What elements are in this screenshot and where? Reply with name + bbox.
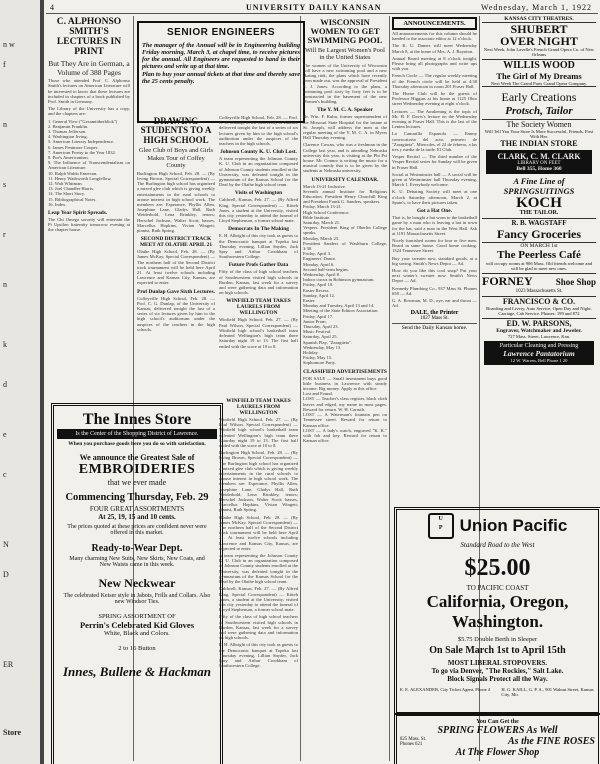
olathe-head: SECOND DISTRICT TRACK MEET AT OLATHE APRIL 21 (139, 236, 213, 249)
smith-headline: C. ALPHONSO SMITH'S LECTURES IN PRINT (56, 17, 122, 57)
shoe-shop: Shoe Shop (555, 276, 596, 287)
announcement: Lectures — The Awakening is the topic of Mr. H. F. Davis's lecture on the Wednesday evening at Fraser Hall. This is the last of the Lenten lectures. (392, 108, 477, 130)
peerless-text: will occupy rooms at 906 Mass. Old friends welcome and will be glad to meet new ones. (485, 261, 593, 271)
innes-prices: At 25, 19, 15 and 10 cents. (98, 513, 176, 521)
announcement: Vesper Recital — The third number of the Vesper Recital series for Sunday will be given in Fraser Hall. (392, 154, 477, 170)
gutter-text: n w (3, 40, 15, 49)
union-agent-2: H. G. KAILL, G. P. A., 901 Walnut Street, Kansas City, Mo. (501, 687, 594, 697)
parsons-line: Engraver, Watchmaker and Jeweler. (496, 328, 582, 334)
willis-show: The Girl of My Dreams (496, 71, 582, 81)
chapter-item: 16. Index. (48, 201, 67, 207)
chapter-item: 1. General View ("Gesamtüberblick") (48, 118, 118, 124)
calendar-item: Spanish Play, "Zaragüeta". (303, 339, 353, 345)
column-2-lower (219, 395, 298, 760)
calendar-item: Wednesday, April 8. (303, 272, 341, 278)
innes-rtw: Ready-to-Wear Dept. (91, 543, 183, 554)
calendar-item: March 13-21 Inclusive. (303, 183, 346, 189)
gutter-text: D (3, 570, 9, 579)
visits-head: Visits of Washington (234, 190, 283, 197)
fancy-groceries: Fancy Groceries (496, 227, 582, 241)
announcement: La Camarilla Espanola — Emmy convocatoria del acto, primero de "Zaragüeta", Miercoles, el 22 de febrero, a las tres y media de la tarde. El Club. (392, 131, 477, 153)
calendar-item: Meeting of the State Editors Association. (303, 308, 379, 314)
gutter-text: ER (3, 660, 14, 669)
column-2b (219, 115, 298, 390)
chapter-item: 6. James Fenimore Cooper. (48, 144, 99, 150)
calendar-item: Monday, March 23. (303, 235, 340, 241)
column-rule (300, 16, 301, 761)
announcement: All announcements for this column should be handed to the associate editor at 12 o'clock. (392, 31, 477, 42)
wisconsin-headline: WISCONSIN WOMEN TO GET SWIMMING POOL (307, 17, 383, 45)
cowan-body: Clarence Cowan, who was a freshman in the College last year, and is attending Nebraska university this year, is visiting at the Phi Psi house. Mr. Connor is writing the music for a musical comedy that is to be given by the students at Nebraska university. (303, 142, 387, 174)
calendar-item: Monday, April 6. (303, 261, 335, 267)
column-3 (303, 16, 387, 761)
classified-item: LOST — Teacher's class register, black cloth leaves and edged, my name in most pages. Reward for return. W. H. Carruth. (303, 396, 387, 412)
union-price: $25.00 (464, 555, 531, 581)
calendar-item: Music Festival. (303, 329, 332, 335)
calendar-item: Holiday. (303, 350, 319, 356)
gutter-text: r (3, 230, 6, 239)
leap-year-head: Leap Year Spirit Spreads. (48, 210, 108, 216)
ymca-body: Dr. Wm. F. Kuhn, former superintendent of the Missouri State Hospital for the insane at St. Joseph, will address the men at the regular meeting of the Y. M. C. A. in Myers Hall Thursday evening. (303, 114, 387, 141)
innes-rtw-text: Many charming New Suits, New Skirts, New Coats, and New Waists came in this week. (69, 556, 205, 568)
innes-embroideries: EMBROIDERIES (78, 462, 196, 477)
classified-item: LOST — A lady's watch, engraved "K. K." with fob and key. Reward for return to Kansan office. (303, 427, 387, 444)
democrats-head: Democrats In The Making (228, 226, 289, 233)
calendar-item: Friday, April 17. (303, 313, 334, 319)
francisco: FRANCISCO & CO. (482, 296, 596, 306)
union-stop2: MOST LIBERAL STOPOVERS. (447, 659, 548, 667)
visits-body: Caldwell, Kansas, Feb. 27. — (By Alfred King, Special Correspondent) — Kitteh Jones, a student at the University, visited this city yesterday to attend the funeral of Lloyd Stephenson, a former school mate. (219, 197, 298, 224)
flower-lead: You Can Get the (476, 719, 519, 725)
pantatorium-ad (484, 341, 594, 365)
chapter-item: 7. American Poetry to the Year 1832. (48, 149, 117, 155)
announcement: Nicely furnished rooms for four or five men. Board in same house. Good home cooking. 1324 Tennessee Street. (392, 237, 477, 254)
winfield-head: WINFIELD TEAM TAKES LAURELS FROM WELLINGTON (226, 298, 291, 317)
senior-engineers-notice (137, 21, 305, 123)
democrats-body-2: E. H. Albright of this city took as guests to the Democratic banquet at Topeka last Thursday evening, Lillian Snyder, Jack Spry and Arthur Crookham of Southwestern College. (219, 642, 298, 669)
drawing-subhead: Glee Club of Boys and Girls Makes Tour of Coffey County (138, 147, 214, 170)
dunlap-body-cont: Coffeyville High School, Feb. 28. — Prof. C. G. Dunlap, of the University of Kansas, delivered tonight the last of a series of six lectures given by him to the high school's auditorium under the auspices of the teachers in the high schools. (219, 115, 298, 147)
calendar-item: Sunday, April 12. (303, 292, 336, 298)
gutter-text: s (3, 180, 7, 189)
calendar-list (303, 184, 387, 366)
chapter-item: 8. Poe's Americanism. (48, 154, 89, 160)
smith-subhead: But They Are in German, a Volume of 388 Pages (48, 58, 130, 77)
chapter-item: 14. The Short Story. (48, 191, 86, 197)
innes-tagline2: When you purchase goods here you do so with satisfaction. (68, 441, 206, 447)
profs-head: Future Profs Gather Data (228, 262, 289, 269)
innes-gloves-head: SPRING ASSORTMENT OF (98, 613, 176, 620)
dale-printer: DALE, the Printer (410, 310, 459, 317)
profs-body: Fifty of the class of high school teachers of Southwestern visited high schools in Burden, Kansas, last week for a survey and were gathering data and information on high schools. (219, 269, 298, 296)
announcement: French Circle — The regular weekly meeting of the French circle will be held at 4:30 Thursday afternoon in room 201 Fraser Hall. (392, 73, 477, 89)
shubert-show: OVER NIGHT (500, 34, 578, 48)
wisconsin-body: The women of the University of Wisconsin will have a new swimming pool and a new skating rink, the plans which have recently been made out, was the approval of President E. J. Jones. According to the plans, a swimming pool sixty by forty feet is to be constructed in the basement of the new Women's building. (303, 62, 387, 105)
calendar-item: Monday and Tuesday, April 13 and 14. (303, 303, 375, 309)
innes-store-ad (51, 403, 223, 764)
gutter-text: n (3, 120, 7, 129)
gutter-text: c (3, 470, 7, 479)
calendar-item: Easter Recess. (303, 287, 330, 293)
classified-item: LOST — A Waterman's fountain pen on Tennessee street. Reward for return to Kansan office. (303, 412, 387, 428)
chapter-item: 5. American Literary Independence. (48, 139, 115, 145)
column-rule (389, 16, 390, 761)
flower-shop-ad (394, 713, 600, 764)
announcements-head: ANNOUNCEMENTS. (392, 17, 477, 30)
gutter-text: Store (3, 728, 22, 737)
classified-list (303, 376, 387, 444)
olathe-body: Olathe High School, Feb. 28. — (By James McKay, Special Correspondent) — The northern half of the Second District track tournament will be held here April 21. At least twelve schools including Lawrence and Kansas City, Kansas, are expected to enter. (137, 249, 215, 286)
olathe-body-2: Olathe High School, Feb. 28. — (By James McKay, Special Correspondent) — The northern half of the Second District track tournament will be held here April 21. At least twelve schools including Lawrence and Kansas City, Kansas, are expected to enter. (219, 514, 298, 551)
willis-next: Next Week The Grand Paris Grand Opera Company. (482, 81, 596, 87)
calendar-item: Vespers. President King of Oberlin College speaks. (303, 225, 387, 236)
calendar-item: High School Conference. (303, 209, 350, 215)
innes-tagline: Is the Center of the Shopping District of Lawrence. (57, 429, 217, 439)
senior-title: SENIOR ENGINEERS (166, 27, 276, 38)
union-pacific-shield-icon: U P (428, 513, 454, 539)
calendar-item: Friday, March 13-21. (303, 204, 342, 210)
page-number: 4 (50, 3, 55, 12)
masthead (46, 3, 598, 14)
drawing-headline: DRAWING STUDENTS TO A HIGH SCHOOL (140, 116, 212, 145)
profs-body-2: Fifty of the class of high school teachers of Southwestern visited high schools in Burden, Kansas, last week for a survey and were gathering data and information on high schools. (219, 614, 298, 641)
winfield-body-2: Winfield High School, Feb. 27. — (By Paul Wilson, Special Correspondent) — Winfield high school's basketball team defeated Wellington's high team there Saturday night 19 to 13. The first half ended with the score at 10 to 8. (219, 417, 298, 449)
flower-address: 825 Mass. St. Phones 621 (400, 736, 427, 747)
leap-year-body: The Chi Omega sorority will entertain the Pi Upsilon fraternity tomorrow evening at the chapter house. (48, 217, 130, 233)
chapter-item: 15. Bibliographical Notes. (48, 196, 97, 202)
calendar-item: Thursday, April 23. (303, 324, 339, 330)
wisconsin-subhead: Will Be Largest Women's Pool in the United States (305, 46, 385, 62)
announcement: G. A. Bowman, M. D., eye, ear and throat — Ad. (392, 297, 477, 309)
chapter-item: 11. Henry Wadsworth Longfellow. (48, 175, 112, 181)
innes-neckwear: New Neckwear (98, 576, 176, 590)
senior-strong: Plan to buy your annual tickets at that time and thereby save the 25 cents penalty. (142, 70, 300, 85)
visits-body-2: Caldwell, Kansas, Feb. 27. — (By Alfred King, Special Correspondent) — Kitteh Jones, a student at the University, visited this city yesterday to attend the funeral of Lloyd Stephenson, a former school mate. (219, 586, 298, 613)
classified-head: CLASSIFIED ADVERTISEMENTS (303, 368, 387, 375)
dunlap-body: Coffeyville High School, Feb. 28. — Prof. C. G. Dunlap, of the University of Kansas, delivered tonight the last of a series of six lectures given by him to the high school's auditorium under the auspices of the teachers in the high schools. (137, 295, 215, 332)
announcement: The K. U. Dames will meet Wednesday March 8, at the home of Mrs. A. J. Boynton. (392, 43, 477, 54)
gutter-text: f (3, 60, 6, 69)
innes-note: The prices quoted at these prices are confident never were offered in this market. (67, 524, 207, 536)
willis-wood: WILLIS WOOD (482, 59, 596, 71)
union-pacific-ad (394, 507, 600, 715)
union-agent-1: E. E. ALEXANDER, City Ticket Agent, Phone 4 (400, 687, 491, 692)
chapter-item: 3. Thomas Jefferson. (48, 128, 87, 134)
protsch-tailor: Protsch, Tailor (505, 105, 573, 117)
chapter-item: 13. Joel Chandler Harris. (48, 186, 95, 192)
smith-list-title: The Library of the University has a copy, and the chapters are: (48, 106, 130, 117)
newspaper-title: UNIVERSITY DAILY KANSAN (246, 3, 382, 12)
calendar-item: Saturday, April 25. (303, 334, 338, 340)
innes-announce: We announce the Greatest Sale of (79, 453, 195, 462)
innes-gloves: Perrin's Celebrated Kid Gloves (79, 620, 195, 630)
pantatorium-lead: Particular Cleaning and Pressing (499, 343, 579, 349)
union-pacific-title: Union Pacific (459, 516, 568, 535)
parsons-address: 727 Mass. Street, Lawrence, Kan. (507, 334, 571, 339)
calendar-item: Friday, April 3. (303, 251, 332, 257)
chapter-item: 12. Walt Whitman. (48, 180, 83, 186)
innes-ever: that we ever made (107, 478, 167, 487)
issue-date: Wednesday, March 1, 1922 (480, 3, 592, 12)
ymca-head: The Y. M. C. A. Speaker (317, 107, 373, 114)
clark-line: LIBRARY ON FEET (517, 161, 561, 166)
gutter-text: N (3, 540, 9, 549)
koch: KOCH (516, 195, 562, 211)
francisco-text: Boarding and Livery, Auto Service, Open Day and Night. Carriage, Cab Service. Phones: 199 and 872 (486, 306, 592, 316)
classified-item: FOR SALE — Small investment buys good little business in Lawrence with steady income. Big money. Apply at this office. (303, 375, 387, 392)
drawing-body-2: Burlington High School, Feb. 28. — (By Irving Brown, Special Correspondent) — The Burlington high school has organized a mixed glee club which is giving weekly entertainments in the rural schools to arouse interest in high school work. The members are: Esperance, Phyllis Allen, Josephine Lane, Gladys Hall, Ruth Weiderhold, Lena Brinkley, tenors; Herschel Jackson, Walter Scott; basses, Marcellus Hopkins, Vivian Wingett; pianist, Ruth Spring. (219, 450, 298, 513)
classified-item: Lost and Found. (303, 391, 333, 397)
announcement: Annual Board meeting at 8 o'clock tonight. Please bring all photographs and write ups with you. (392, 55, 477, 72)
clark-name: CLARK, C. M. CLARK (497, 152, 581, 161)
senior-text: The manager of the Annual will be in Engineering building Friday morning, March 3, at chapel time, to receive pictures for the annual. All Engineers are requested to hand in their pictures and write up at that time. (142, 41, 300, 70)
union-to: TO PACIFIC COAST (466, 584, 529, 592)
early-creations: Early Creations (501, 90, 577, 104)
innes-gloves-price: 2 to 16 Button (118, 645, 156, 652)
announcement: Kennedy Plumbing Co., 937 Mass St. Phones 658 — Ad. (392, 285, 477, 296)
calendar-item: Easter. (303, 298, 316, 304)
indian-store: THE INDIAN STORE (500, 139, 578, 148)
calendar-item: Indoor circus in Robinson gymnasium. (303, 277, 375, 283)
chapter-list (48, 119, 130, 207)
shubert-next: Next Week, John Lavelle's French Grand Opera Co. of New Orleans (483, 47, 595, 57)
announcement: Social at Westminster hall — A social will be given at Westminster hall Thursday evening, March 1. Everybody welcome. (392, 171, 477, 188)
announcement: K. U. Debating Society will meet at one o'clock Saturday afternoon, March 2, at Spain's, to have their pictures taken. (392, 189, 477, 205)
kc-theatres-head: KANSAS CITY THEATRES. (482, 16, 596, 23)
on-march: ON MARCH 1st (482, 242, 596, 249)
shoe-address: 1023 Massachusetts St. (515, 289, 563, 294)
innes-gloves-sub: White, Black and Colors. (104, 630, 170, 637)
koch-tailor: THE TAILOR. (519, 210, 559, 216)
column-1 (48, 16, 130, 396)
gutter-text: d (3, 380, 7, 389)
flower-shop-name: At The Flower Shop (455, 747, 540, 758)
calendar-item: Junior Prom. (303, 318, 327, 324)
union-stop: $5.75 Double Berth in Sleeper (457, 636, 538, 643)
calendar-item: Seventh annual Institute for Religious Education. President Henry Churchill King and President Frank G. Sanders, speakers. (303, 188, 387, 205)
calendar-item: Sophomore Party. (303, 360, 336, 366)
parsons: ED. W. PARSONS, (482, 318, 596, 328)
innes-title: The Innes Store (82, 411, 192, 428)
wagstaff: R. B. WAGSTAFF (482, 218, 596, 227)
column-4 (392, 16, 477, 501)
union-block: Block Signals Protect all the Way. (447, 675, 548, 683)
democrats-body: E. H. Albright of this city took as guests to the Democratic banquet at Topeka last Thursday evening, Lillian Snyder, Jack Spry and Arthur Crookham of Southwestern College. (219, 233, 298, 260)
announcement: The Home Club will be the guests of Professor Higgins at his home at 1125 Ohio street Wednesday evening at eight o'clock. (392, 91, 477, 107)
calendar-head: UNIVERSITY CALENDAR. (311, 176, 379, 183)
smith-body: Those who attended Prof. C. Alphonso Smith's lectures on American Literature will be interested to know that these lectures are included in chapters of a book published by Prof. Smith in Germany. (48, 78, 130, 104)
gutter-text: k (3, 340, 7, 349)
society-text: Will Tell You Your Store Is More Successful, Friends, First With Her. (484, 129, 594, 139)
society-women: The Society Women (482, 119, 596, 129)
union-dest2: Washington. (451, 612, 544, 631)
dunlap-head: Prof Dunlap Gave Sixth Lectures. (137, 288, 215, 295)
calendar-item: Bible Institute. (303, 214, 331, 220)
calendar-item: Engineers' Dance. (303, 256, 337, 262)
innes-signature: Innes, Bullene & Hackman (62, 664, 212, 679)
calendar-item: Friday, April 10. (303, 282, 334, 288)
flower-big: SPRING FLOWERS As Well (437, 725, 558, 736)
got-hat-head: Got a Hat One. (416, 208, 453, 215)
send-kansan: Send the Daily Kansan home. (392, 323, 477, 331)
chapter-item: 10. Ralph Waldo Emerson. (48, 170, 98, 176)
column-5 (482, 16, 596, 501)
chapter-item: 4. Washington Irving. (48, 134, 88, 140)
calendar-item: Second half-term begins. (303, 266, 350, 272)
calendar-item: Friday, May 15. (303, 355, 333, 361)
spring-suitings: A Fine Line of SPRINGSUITINGS (503, 176, 575, 196)
union-dest1: California, Oregon, (426, 592, 569, 611)
drawing-body: Burlington High School, Feb. 28. — (By Irving Brown, Special Correspondent) — The Burlington high school has organized a mixed glee club which is giving weekly entertainments in the rural schools to arouse interest in high school work. The members are: Esperance, Phyllis Allen, Josephine Lane, Gladys Hall, Ruth Weiderhold, Lena Brinkley, tenors; Herschel Jackson, Walter Scott; basses, Marcellus Hopkins, Vivian Wingett; pianist, Ruth Spring. (137, 170, 215, 233)
page-spine (40, 0, 44, 764)
gutter-text: n (3, 280, 7, 289)
johnson-body: A team representing the Johnson County K. U. Club in an organization composed of Johnson County students enrolled at the University, was defeated tonight in the gymnasium of the Kansas School for the Deaf by the Olathe high school team. (219, 156, 298, 188)
announcement: How do you like this cool snap? Put your next winter's sweater now. Smith's News Depot — Ad. (392, 267, 477, 284)
got-hat-body: That is, he bought a hat worn to the basketball game by a man who is leaving a hat in town for the hat, said a man in the West Hall. Ask at 1191 Massachusetts Street. (392, 215, 477, 236)
calendar-item: President Sanders of Washburn College, 3:30. (303, 240, 387, 251)
union-std: Standard Road to the West (460, 541, 535, 549)
union-sale: On Sale March 1st to April 15th (429, 645, 566, 656)
innes-date: Commencing Thursday, Feb. 29 (65, 492, 209, 503)
calendar-item: Wednesday, May 13. (303, 344, 342, 350)
shubert: SHUBERT (510, 22, 568, 36)
chapter-item: 9. The Influence of Transcendentalism on American Literature. (48, 160, 130, 171)
previous-page-gutter (0, 0, 41, 764)
gutter-text: e (3, 430, 7, 439)
chapter-item: 2. Benjamin Franklin. (48, 123, 89, 129)
peerless-cafe: The Peerless Café (497, 249, 581, 261)
announcement: Buy your sweater now, standard goods, at a big saving. Smith's News Depot — Ad. (392, 255, 477, 266)
innes-neck-text: The celebrated Keiser style in Jabots, Frills and Collars. Also new Windsor Ties. (63, 593, 211, 605)
pantatorium-address: 12 W. Warren, Bell Phone 1 20 (510, 358, 568, 363)
flower-line2: As the FINE ROSES (508, 736, 595, 747)
winfield-head-2: WINFIELD TEAM TAKES LAURELS FROM WELLINGTON (226, 398, 291, 416)
johnson-body-2: A team representing the Johnson County K. U. Club in an organization composed of Johnson County students enrolled at the University, was defeated tonight in the gymnasium of the Kansas School for the Deaf by the Olathe high school team. (219, 553, 298, 585)
union-rockies: To go via Denver, "The Rockies," Salt Lake. (431, 667, 564, 675)
column-2 (137, 115, 215, 390)
johnson-head: Johnson County K. U. Club Lost. (220, 149, 297, 156)
innes-four: FOUR GREAT ASSORTMENTS (89, 505, 185, 513)
dale-address: 1027 Mass St. (420, 316, 449, 322)
winfield-body: Winfield High School, Feb. 27. — (By Paul Wilson, Special Correspondent) — Winfield high school's basketball team defeated Wellington's high team there Saturday night 19 to 13. The first half ended with the score at 10 to 8. (219, 317, 298, 349)
calendar-item: Saturday, March 21. (303, 219, 341, 225)
clark-ad (486, 150, 592, 174)
pantatorium-name: Lawrence Pantatorium (503, 349, 575, 358)
clark-phones: Bell 355, Home 360 (516, 166, 562, 172)
forney: FORNEY (482, 274, 533, 288)
